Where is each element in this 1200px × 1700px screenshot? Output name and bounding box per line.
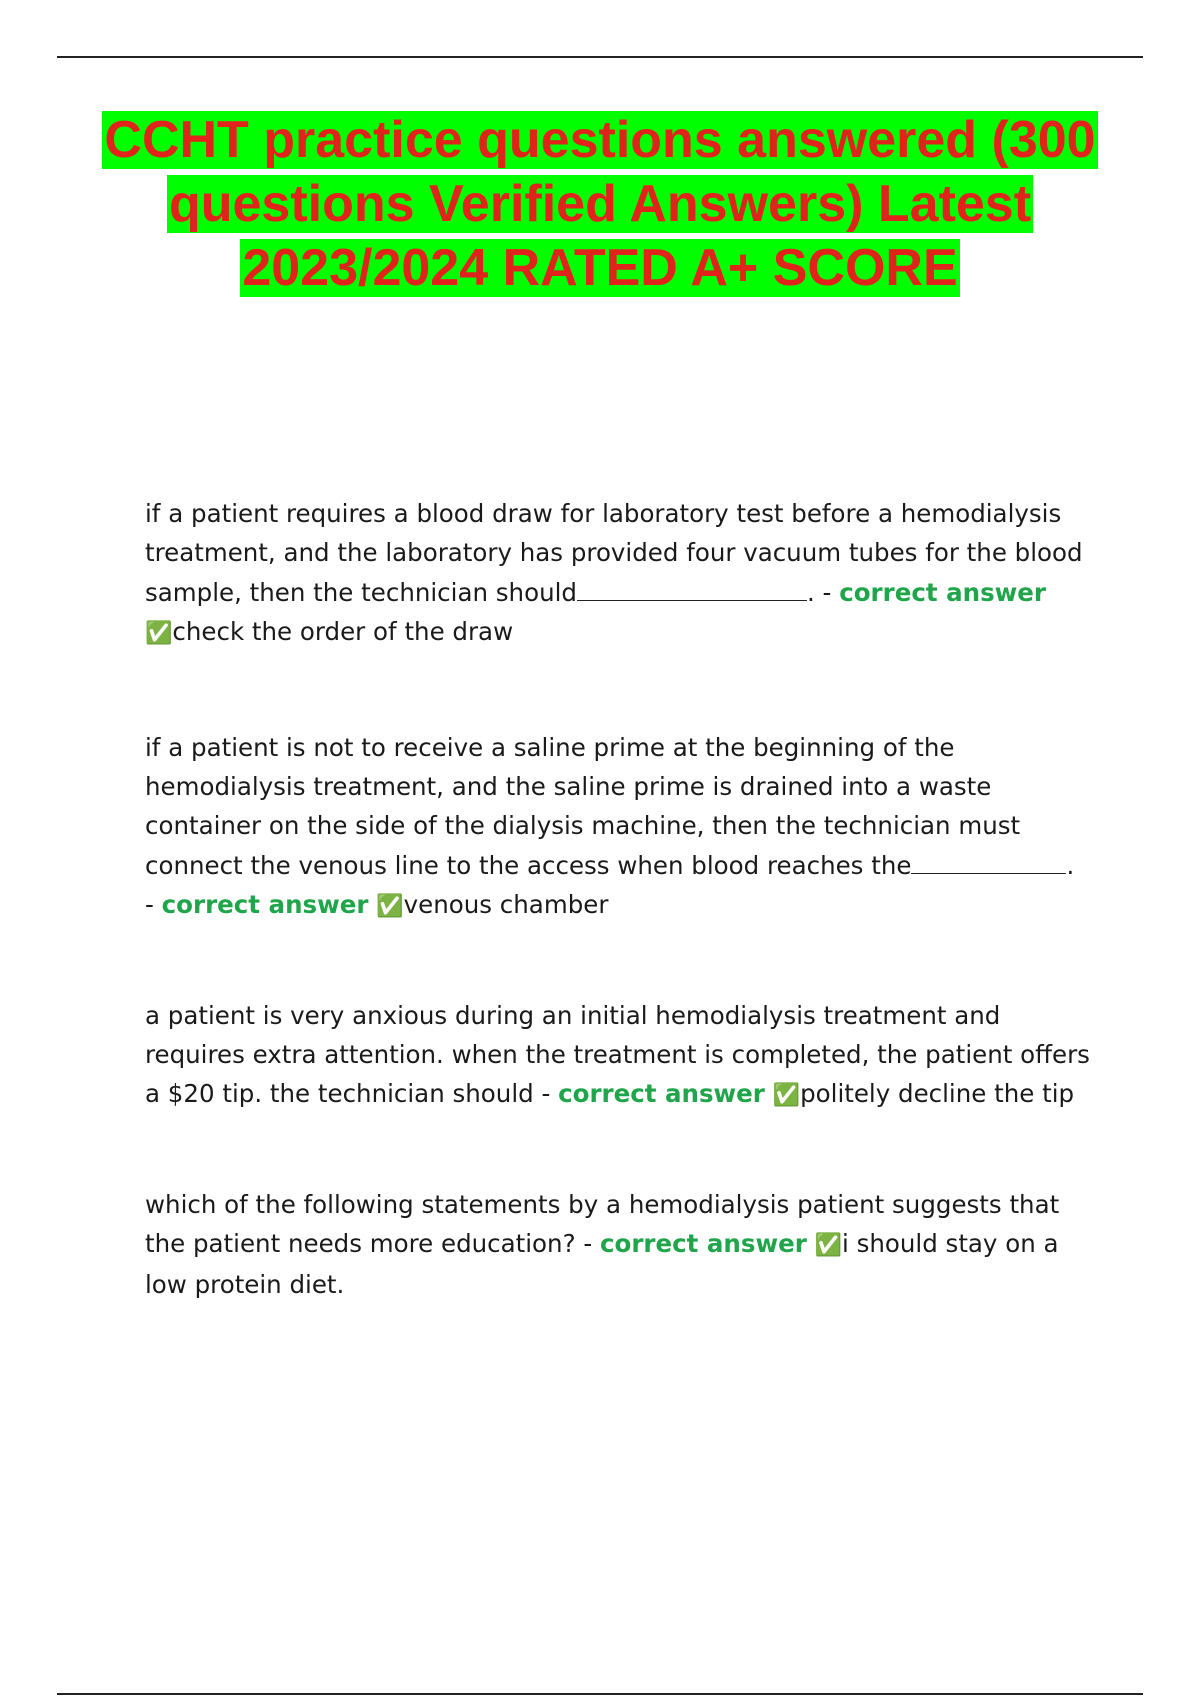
check-icon: ✅ bbox=[772, 1083, 801, 1108]
correct-answer-label: correct answer bbox=[558, 1079, 765, 1108]
check-icon: ✅ bbox=[145, 621, 173, 646]
title-line-3: 2023/2024 RATED A+ SCORE bbox=[242, 239, 958, 297]
question-2-answer: venous chamber bbox=[403, 890, 609, 919]
question-1-text: if a patient requires a blood draw for laboratory test before a hemodialysis treatment, and the laboratory has provided four vacuum tubes for the blood sample, then the technician should bbox=[145, 499, 1083, 607]
title-line-2: questions Verified Answers) Latest bbox=[168, 175, 1032, 233]
correct-answer-label: correct answer bbox=[600, 1229, 807, 1258]
check-icon: ✅ bbox=[376, 894, 404, 919]
question-2 bbox=[145, 728, 1090, 926]
document-title bbox=[90, 108, 1110, 300]
question-3-text: a patient is very anxious during an initial hemodialysis treatment and requires extra attention. when the treatment is completed, the patient offers a $20 tip. the technician should - bbox=[145, 1001, 1090, 1108]
top-rule bbox=[57, 56, 1143, 58]
question-1-separator: . - bbox=[806, 578, 840, 607]
question-3-answer: politely decline the tip bbox=[800, 1079, 1075, 1108]
answer-blank bbox=[577, 572, 807, 601]
question-2-text: if a patient is not to receive a saline prime at the beginning of the hemodialysis treatment, and the saline prime is drained into a waste container on the side of the dialysis machine, then the technician must connect the venous line to the access when blood reaches the bbox=[145, 733, 1021, 880]
question-2-separator: . - bbox=[145, 851, 1075, 919]
bottom-rule bbox=[57, 1693, 1143, 1695]
question-4-answer: i should stay on a low protein diet. bbox=[145, 1229, 1059, 1299]
check-icon: ✅ bbox=[814, 1233, 842, 1258]
question-1 bbox=[145, 494, 1090, 653]
question-4 bbox=[145, 1185, 1090, 1304]
correct-answer-label: correct answer bbox=[161, 890, 369, 919]
question-4-text: which of the following statements by a hemodialysis patient suggests that the patient needs more education? - bbox=[145, 1190, 1060, 1258]
title-line-1: CCHT practice questions answered (300 bbox=[104, 111, 1096, 169]
correct-answer-label: correct answer bbox=[839, 578, 1046, 607]
question-3 bbox=[145, 996, 1090, 1115]
answer-blank bbox=[911, 845, 1066, 874]
question-1-answer: check the order of the draw bbox=[172, 617, 514, 646]
